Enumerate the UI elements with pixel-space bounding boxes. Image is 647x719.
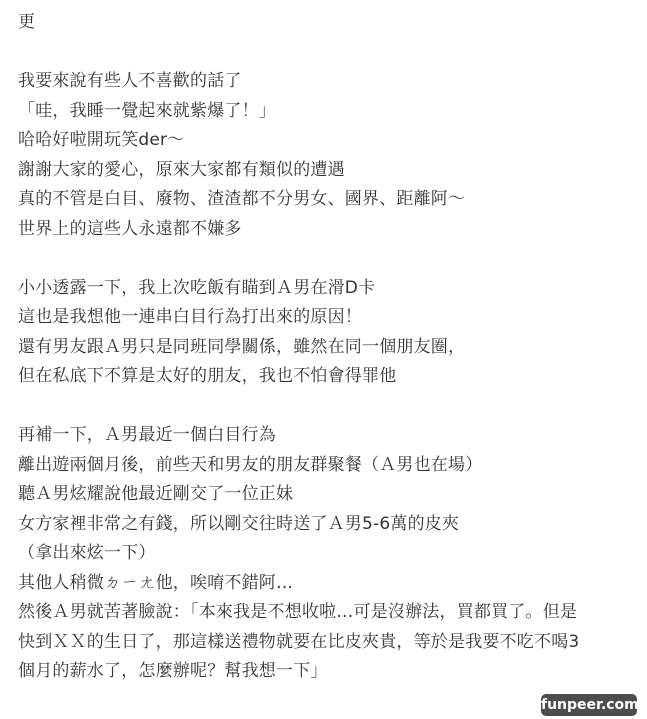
post-line: 其他人稍微ㄉㄧㄤ他，唉唷不錯阿… xyxy=(18,572,294,593)
post-line: 小小透露一下，我上次吃飯有瞄到Ａ男在滑D卡 xyxy=(18,277,376,298)
post-line: 但在私底下不算是太好的朋友，我也不怕會得罪他 xyxy=(18,366,397,386)
post-line: 這也是我想他一連串白目行為打出來的原因！ xyxy=(18,307,362,327)
post-line: 還有男友跟Ａ男只是同班同學關係，雖然在同一個朋友圈， xyxy=(18,336,466,357)
post-line: 我要來說有些人不喜歡的話了 xyxy=(18,71,242,91)
post-line: 再補一下，Ａ男最近一個白目行為 xyxy=(18,425,276,445)
post-line: 哈哈好啦開玩笑der～ xyxy=(18,130,185,150)
blank-line xyxy=(18,244,638,274)
blank-line xyxy=(18,392,638,422)
post-line: 真的不管是白目、廢物、渣渣都不分男女、國界、距離阿～ xyxy=(18,189,466,209)
post-line: 「哇，我睡一覺起來就紫爆了！」 xyxy=(18,100,276,121)
post-line: 個月的薪水了，怎麼辦呢？幫我想一下」 xyxy=(18,661,328,681)
blank-line xyxy=(18,38,638,68)
post-line: 快到ＸＸ的生日了，那這樣送禮物就要在比皮夾貴，等於是我要不吃不喝3 xyxy=(18,631,580,652)
post-line: （拿出來炫一下） xyxy=(18,543,156,563)
post-line: 女方家裡非常之有錢，所以剛交往時送了Ａ男5-6萬的皮夾 xyxy=(18,513,460,534)
post-line: 聽Ａ男炫耀說他最近剛交了一位正妹 xyxy=(18,484,294,504)
post-body xyxy=(18,8,638,687)
post-line: 謝謝大家的愛心，原來大家都有類似的遭遇 xyxy=(18,159,345,180)
post-line: 世界上的這些人永遠都不嫌多 xyxy=(18,218,242,239)
post-line: 更 xyxy=(18,12,36,32)
post-line: 然後Ａ男就苦著臉說：「本來我是不想收啦…可是沒辦法，買都買了。但是 xyxy=(18,602,578,622)
post-line: 離出遊兩個月後，前些天和男友的朋友群聚餐（Ａ男也在場） xyxy=(18,454,483,475)
site-watermark: funpeer.com xyxy=(541,694,637,716)
